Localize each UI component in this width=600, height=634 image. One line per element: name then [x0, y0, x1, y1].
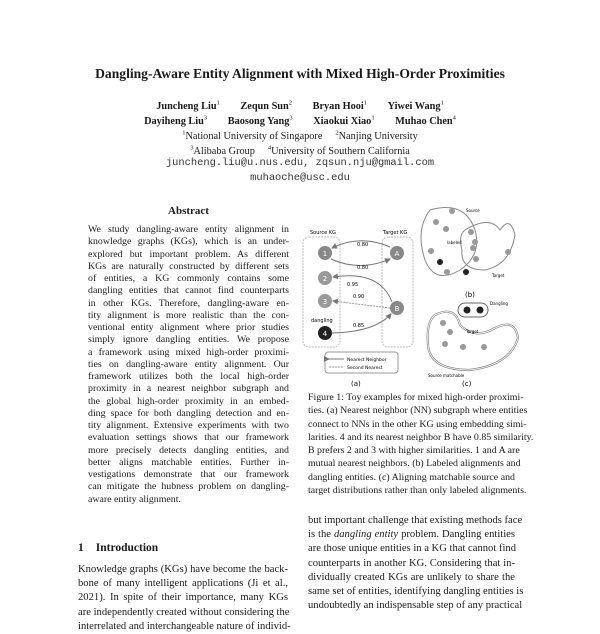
text-line: bone of many intelligent applications (Ji et al., [78, 578, 288, 590]
edge-label: 0.90 [353, 294, 365, 300]
svg-text:3: 3 [322, 298, 328, 306]
text-line: in other KGs. Therefore, dangling-aware en- [88, 297, 289, 309]
text-line: of entities, a KG commonly contains some [88, 273, 289, 284]
introduction-body [78, 563, 291, 634]
right-column-body [308, 514, 524, 613]
text-line: simply ignore dangling entities. We propose [88, 334, 289, 346]
affiliation: $^4$University of Southern California [267, 145, 410, 158]
svg-text:4: 4 [322, 330, 328, 338]
email-line-2: muhaoche@usc.edu [250, 172, 350, 184]
text-line: Knowledge graphs (KGs) have become the back- [78, 564, 288, 575]
figure-1 [300, 200, 520, 392]
svg-text:B: B [394, 305, 400, 313]
svg-text:A: A [394, 250, 400, 258]
target-kg-label: Target KG [383, 230, 408, 236]
text-line: knowledge graphs (KGs), which is an under- [88, 236, 289, 248]
edge-label: 0.80 [357, 265, 369, 271]
text-line: ties on dangling-aware entity alignment. Our [88, 358, 289, 370]
svg-text:1: 1 [322, 250, 328, 258]
text-line: dangling entities that cannot find counterparts [88, 285, 289, 297]
panel-a-caption: (a) [351, 380, 361, 388]
author: Zequn Sun$^2$ [240, 100, 293, 113]
text-line: Figure 1: Toy examples for mixed high-order proximi- [308, 392, 524, 403]
text-line: ties. (a) Nearest neighbor (NN) subgraph where entities [308, 405, 528, 417]
svg-text:labeled: labeled [447, 240, 462, 245]
text-line: interrelated and interchangeable nature of individ- [78, 620, 291, 632]
introduction-heading: 1 Introduction [78, 542, 159, 554]
edge-label: 0.80 [357, 242, 369, 248]
text-line: a framework using mixed high-order proximi- [88, 346, 289, 358]
panel-a [303, 230, 413, 388]
affiliation: $^2$Nanjing University [335, 130, 418, 143]
svg-text:Dangling: Dangling [490, 301, 508, 306]
author: Baosong Yang$^3$ [227, 115, 293, 128]
author: Bryan Hooi$^1$ [312, 100, 368, 113]
text-line: larities. 4 and its nearest neighbor B have 0.85 similarity. [308, 431, 534, 443]
text-line: tity alignment is more realistic than the con- [88, 309, 289, 321]
text-line: aware entity alignment. [88, 493, 181, 505]
figure-caption [308, 391, 534, 497]
text-line: ding space for both dangling detection and en- [88, 407, 289, 419]
author: Dayiheng Liu$^3$ [144, 115, 208, 128]
text-line: counterparts in another KG. Considering that in- [308, 557, 515, 569]
affiliation: $^3$Alibaba Group [190, 145, 255, 158]
edge-label: 0.95 [347, 282, 359, 288]
text-line: tity alignment. Extensive experiments with two [88, 420, 289, 431]
dangling-label: dangling [311, 318, 333, 324]
panel-c [428, 301, 518, 388]
text-line: B prefers 2 and 3 with higher similarities. 1 and A are [308, 445, 520, 457]
source-kg-label: Source KG [310, 230, 336, 236]
text-line: the global high-order proximity in an embed- [88, 395, 289, 407]
svg-text:Target: Target [466, 329, 479, 334]
edge-label: 0.85 [353, 323, 365, 329]
legend-nearest: Nearest Neighbor [347, 358, 387, 363]
abstract-body [88, 224, 289, 506]
svg-text:(c): (c) [462, 380, 472, 388]
text-line: target distributions rather than only labeled alignments. [308, 485, 527, 497]
author: Muhao Chen$^4$ [395, 115, 456, 128]
text-line: more precisely detects dangling entities, and [88, 444, 289, 456]
text-line: is the dangling entity problem. Dangling entities [308, 529, 515, 541]
svg-text:Source matchable: Source matchable [428, 373, 465, 378]
text-line: proximity in a nearest neighbor subgraph and [88, 383, 289, 395]
text-line: mutual nearest neighbors. (b) Labeled alignments and [308, 458, 521, 470]
text-line: evaluation settings shows that our framework [88, 432, 289, 444]
svg-text:2: 2 [322, 275, 328, 283]
affiliation: $^1$National University of Singapore [182, 130, 323, 143]
author: Xiaokui Xiao$^1$ [313, 115, 375, 128]
text-line: vestigations demonstrate that our framework [88, 469, 289, 480]
text-line: dividually created KGs are unlikely to share the [308, 571, 515, 583]
text-line: can mitigate the hubness problem on dangling- [88, 481, 289, 493]
panel-b [421, 208, 515, 300]
author: Juncheng Liu$^1$ [156, 100, 220, 113]
text-line: same set of entities, identifying dangling entities is [308, 586, 524, 598]
text-line: framework utilizes both the local high-order [88, 371, 289, 382]
author: Yiwei Wang$^1$ [387, 100, 444, 113]
text-line: better aligns matchable entities. Further in- [88, 456, 289, 468]
legend-second: Second Nearest [347, 366, 383, 371]
text-line: but important challenge that existing methods face [308, 515, 523, 526]
text-line: are those unique entities in a KG that cannot find [308, 543, 516, 555]
text-line: ventional entity alignment where prior studies [88, 322, 289, 333]
text-line: undoubtedly an indispensable step of any practical [308, 600, 523, 612]
text-line: We study dangling-aware entity alignment in [88, 224, 289, 235]
edge-b-3 [333, 301, 390, 308]
text-line: explored but important problem. As different [88, 248, 289, 260]
svg-text:Target: Target [492, 273, 505, 278]
abstract-heading: Abstract [168, 205, 209, 217]
text-line: connect to NNs in the other KG using embedding simi- [308, 418, 527, 430]
svg-text:Source: Source [466, 208, 480, 213]
text-line: 2021). In spite of their importance, many KGs [78, 592, 288, 604]
svg-text:(b): (b) [465, 291, 475, 299]
paper-title: Dangling-Aware Entity Alignment with Mixed High-Order Proximities [95, 66, 505, 81]
text-line: are independently created without considering the [78, 606, 290, 618]
text-line: dangling entities. (c) Aligning matchable source and [308, 471, 515, 483]
text-line: KGs are naturally constructed by different sets [88, 260, 289, 272]
email-line-1: juncheng.liu@u.nus.edu, zqsun.nju@gmail.com [165, 157, 435, 169]
